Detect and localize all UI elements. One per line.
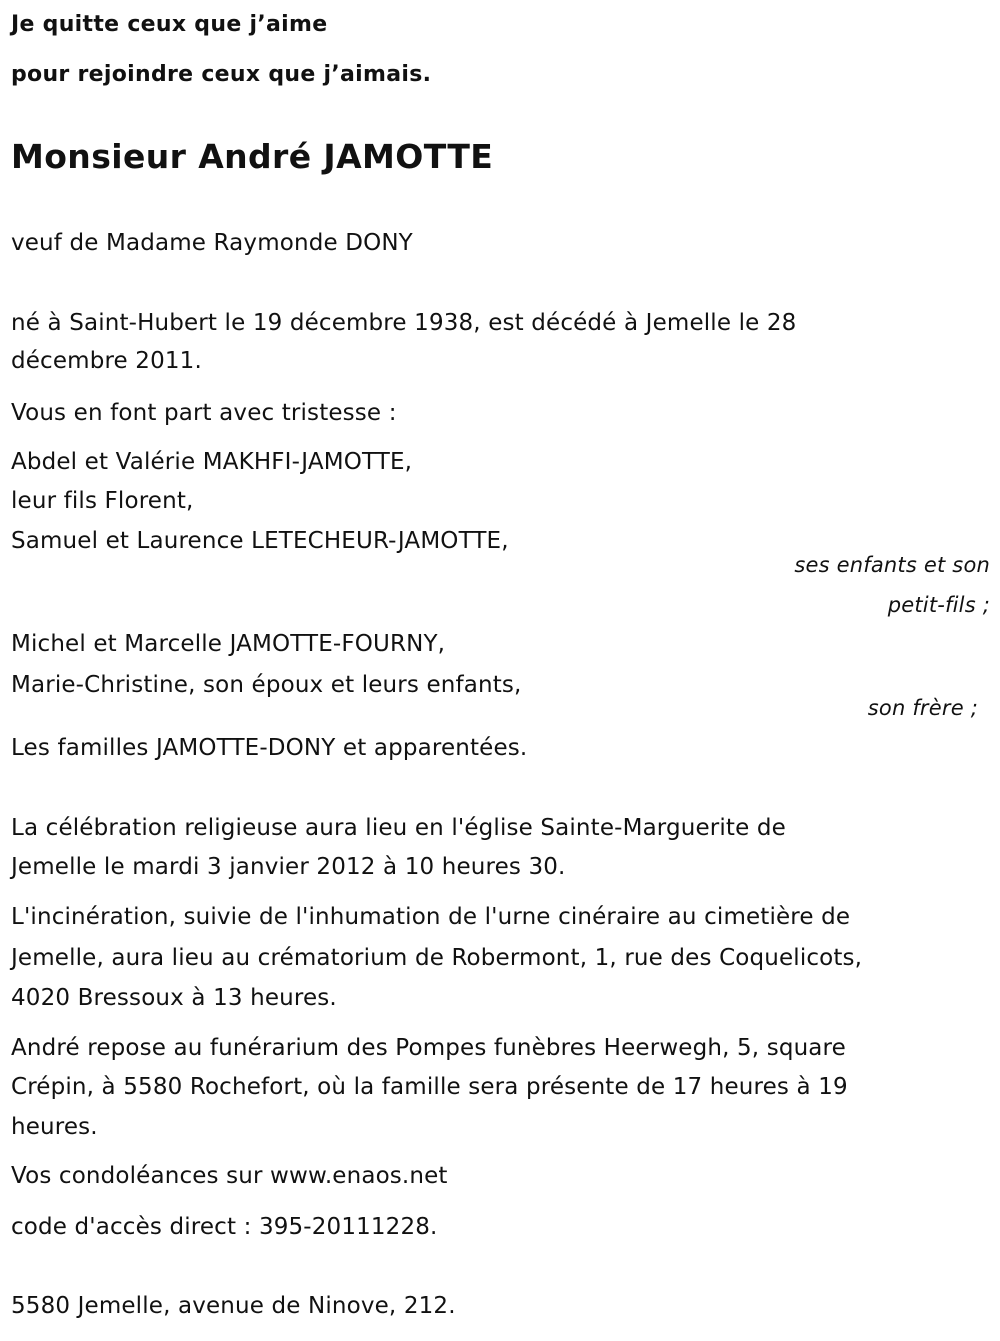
widower-line: veuf de Madame Raymonde DONY [11, 230, 413, 256]
repose-line-2: Crépin, à 5580 Rochefort, où la famille sera présente de 17 heures à 19 [11, 1074, 848, 1100]
quote-line-2: pour rejoindre ceux que j’aimais. [11, 62, 432, 87]
child-line: leur fils Florent, [11, 488, 194, 514]
cremation-line-1: L'incinération, suivie de l'inhumation de l'urne cinéraire au cimetière de [11, 904, 851, 930]
families-line: Les familles JAMOTTE-DONY et apparentées. [11, 735, 528, 761]
ceremony-line-1: La célébration religieuse aura lieu en l'église Sainte-Marguerite de [11, 815, 786, 841]
quote-line-1: Je quitte ceux que j’aime [11, 12, 328, 37]
repose-line-1: André repose au funérarium des Pompes funèbres Heerwegh, 5, square [11, 1035, 846, 1061]
child-line: Samuel et Laurence LETECHEUR-JAMOTTE, [11, 528, 509, 554]
repose-line-3: heures. [11, 1114, 98, 1140]
address-line: 5580 Jemelle, avenue de Ninove, 212. [11, 1293, 456, 1319]
announcement-intro: Vous en font part avec tristesse : [11, 400, 397, 426]
cremation-line-2: Jemelle, aura lieu au crématorium de Robermont, 1, rue des Coquelicots, [11, 945, 863, 971]
children-role-line-2: petit-fils ; [887, 593, 990, 617]
ceremony-line-2: Jemelle le mardi 3 janvier 2012 à 10 heures 30. [11, 854, 566, 880]
birth-death-line-2: décembre 2011. [11, 348, 202, 374]
sibling-line: Michel et Marcelle JAMOTTE-FOURNY, [11, 631, 446, 657]
siblings-role: son frère ; [867, 696, 978, 720]
child-line: Abdel et Valérie MAKHFI-JAMOTTE, [11, 449, 413, 475]
condolences-line: Vos condoléances sur www.enaos.net [11, 1163, 448, 1189]
children-role-line-1: ses enfants et son [794, 553, 990, 577]
sibling-line: Marie-Christine, son époux et leurs enfants, [11, 672, 522, 698]
birth-death-line-1: né à Saint-Hubert le 19 décembre 1938, est décédé à Jemelle le 28 [11, 310, 797, 336]
access-code-line: code d'accès direct : 395-20111228. [11, 1214, 438, 1240]
deceased-name: Monsieur André JAMOTTE [11, 137, 494, 176]
cremation-line-3: 4020 Bressoux à 13 heures. [11, 985, 337, 1011]
